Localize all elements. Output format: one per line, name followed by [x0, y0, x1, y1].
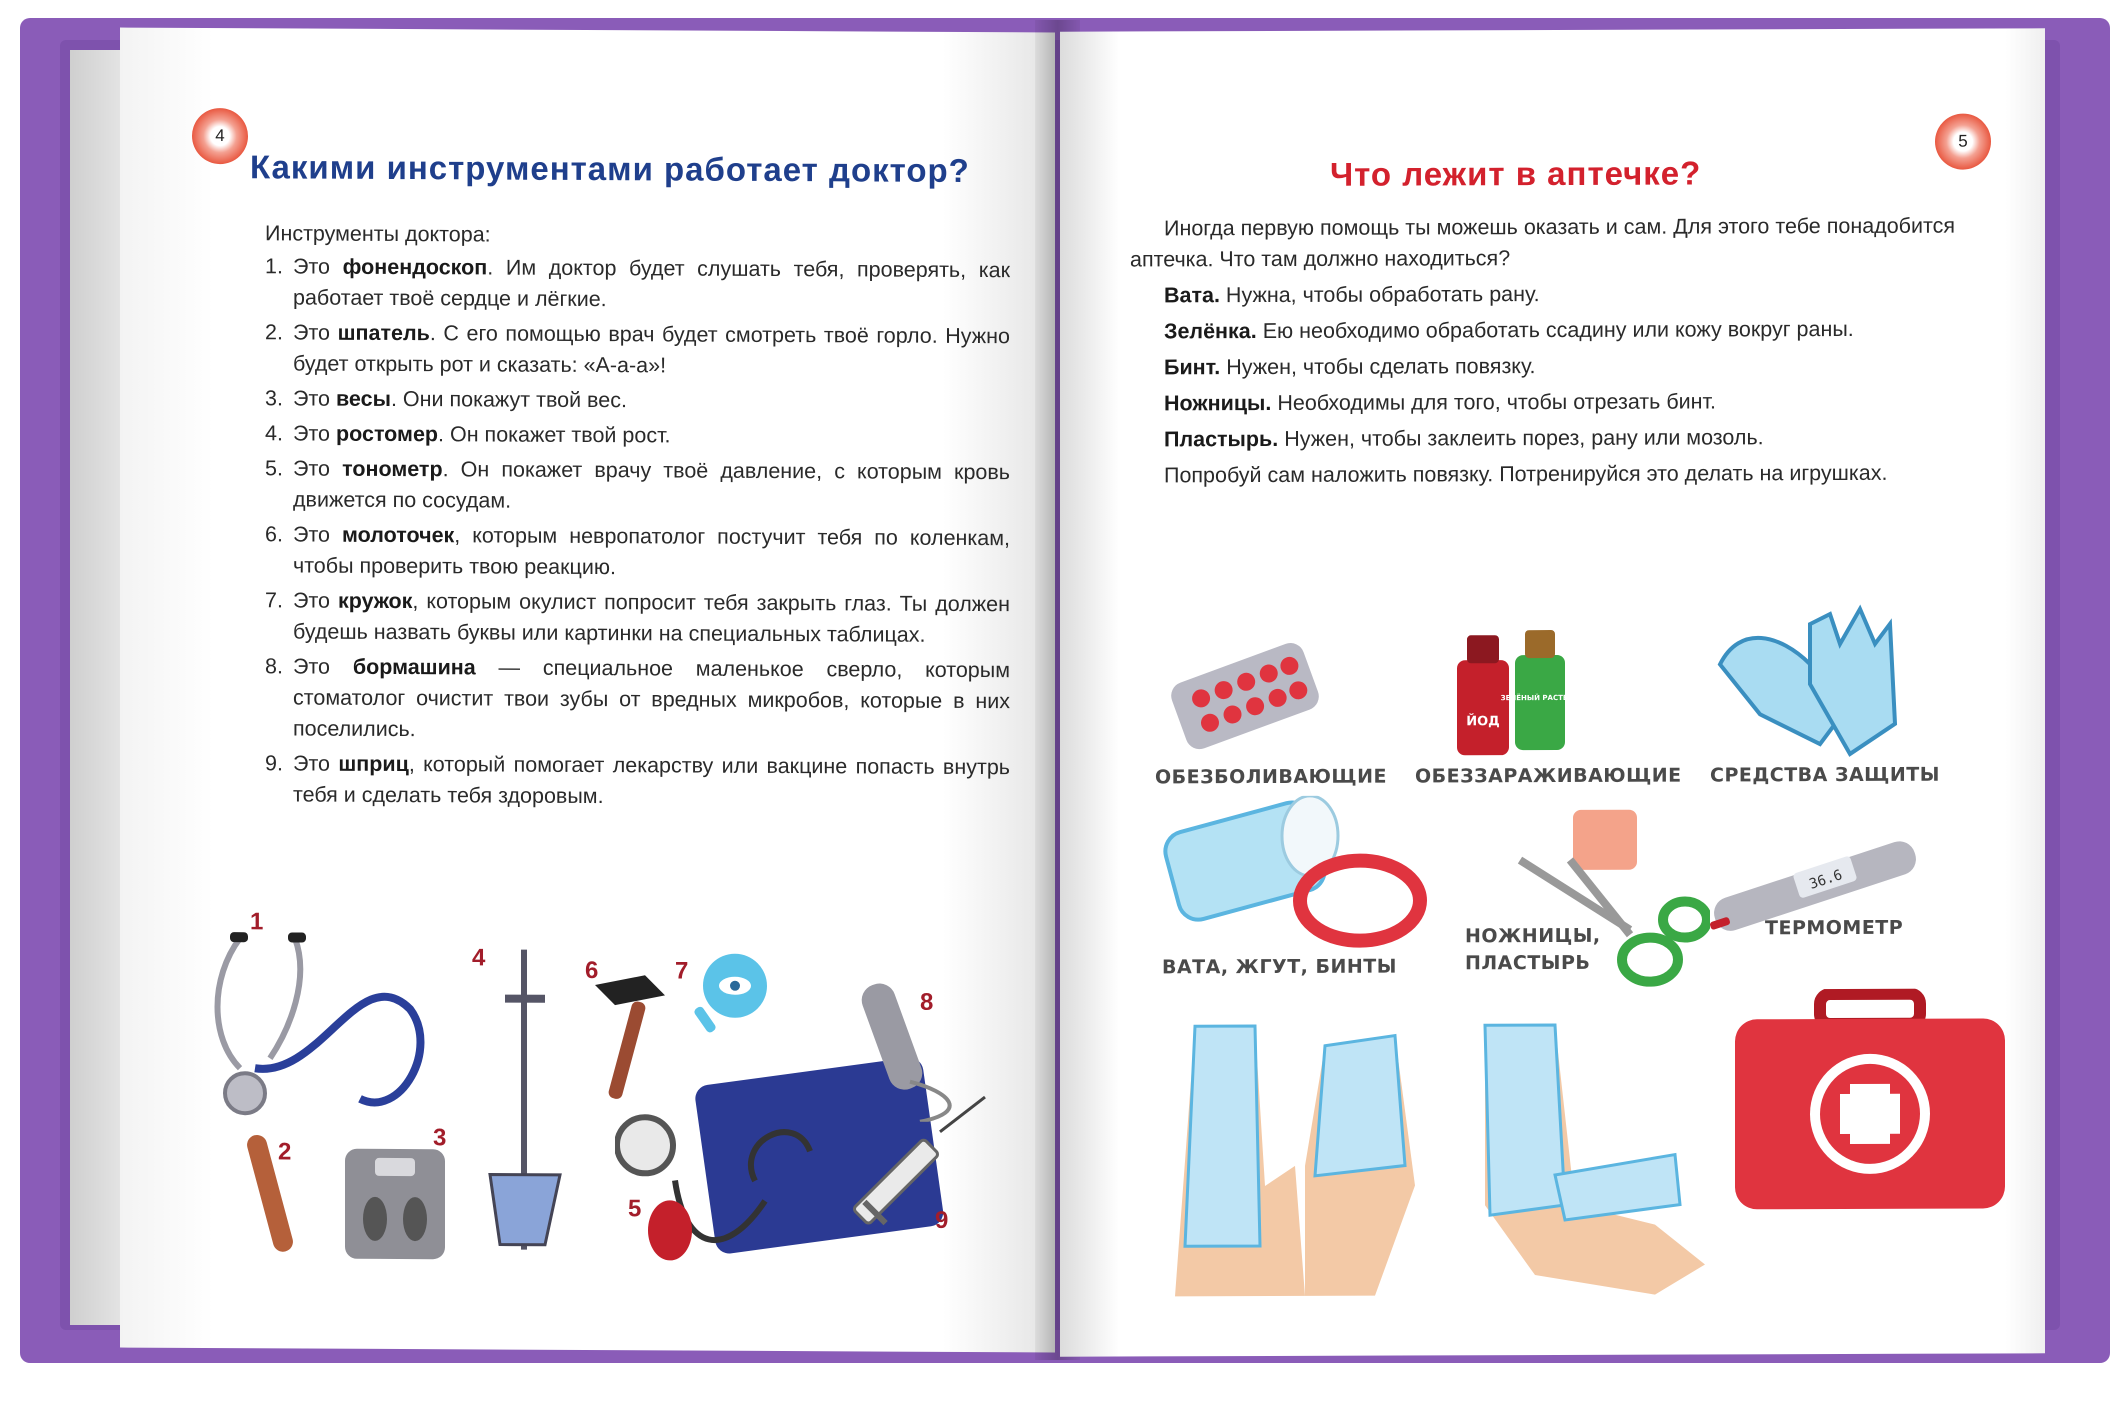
paragraph — [1130, 314, 1955, 348]
pills-illustration — [1165, 641, 1325, 752]
paragraph — [1130, 278, 1955, 312]
height-meter-illustration — [485, 944, 565, 1264]
caption-thermometer: ТЕРМОМЕТР — [1765, 916, 1904, 940]
list-item — [265, 251, 1010, 317]
page-title: Что лежит в аптечке? — [1330, 154, 1702, 193]
caption-protection: СРЕДСТВА ЗАЩИТЫ — [1710, 763, 1940, 787]
list-item-term: бормашина — [352, 654, 476, 680]
list-item — [265, 585, 1010, 651]
list-item-text — [293, 519, 1010, 585]
page-number-badge — [192, 108, 248, 164]
green-bottle-label: ЗЕЛЁНЫЙ РАСТВОР — [1500, 693, 1580, 703]
list-item-number: 1. — [265, 254, 283, 279]
paragraph — [1130, 386, 1955, 420]
paragraph — [1130, 422, 1955, 456]
list-item-number: 9. — [265, 751, 283, 776]
list-item-description: , который помогает лекарству или вакцине попасть внутрь тебя и сделать тебя здоровым. — [293, 752, 1010, 809]
list-item-number: 3. — [265, 386, 283, 411]
list-item-number: 4. — [265, 421, 283, 446]
list-item-description: , которым невропатолог постучит тебя по коленкам, чтобы проверить твою реакцию. — [293, 523, 1010, 580]
list-item-text — [293, 251, 1010, 317]
paragraph-text: Ею необходимо обработать ссадину или кожу вокруг раны. — [1256, 316, 1854, 344]
list-item-prefix: Это — [293, 654, 353, 679]
list-item-text — [293, 585, 1010, 651]
iodine-label: ЙОД — [1466, 714, 1500, 730]
list-item-description: . Он покажет твой рост. — [438, 422, 671, 448]
paragraph-term: Вата. — [1164, 283, 1220, 308]
list-item-text — [293, 651, 1010, 748]
illustration-label: 7 — [675, 957, 689, 985]
paragraph — [1130, 350, 1955, 384]
page-number: 5 — [1958, 131, 1968, 151]
list-item-text — [293, 418, 671, 451]
list-item-prefix: Это — [293, 421, 336, 446]
illustration-label: 8 — [920, 988, 934, 1016]
list-item-text — [293, 453, 1010, 519]
list-item-text — [293, 748, 1010, 814]
paragraph — [1130, 458, 1955, 492]
paragraph-text: Необходимы для того, чтобы отрезать бинт. — [1271, 389, 1716, 415]
page-number-badge — [1935, 113, 1991, 169]
paragraph-text: Нужен, чтобы заклеить порез, рану или мозоль. — [1278, 425, 1764, 451]
list-item-term: ростомер — [336, 421, 439, 447]
list-intro: Инструменты доктора: — [265, 221, 491, 247]
paragraph-text: Иногда первую помощь ты можешь оказать и сам. Для этого тебе понадобится аптечка. Что там должно находиться? — [1130, 213, 1955, 272]
list-item-prefix: Это — [293, 522, 343, 547]
paragraph — [1130, 211, 1955, 276]
caption-scissors: НОЖНИЦЫ, — [1465, 924, 1601, 948]
paragraph-text: Нужна, чтобы обработать рану. — [1219, 282, 1540, 308]
list-item-prefix: Это — [293, 320, 338, 345]
list-item-description: . Им доктор будет слушать тебя, проверять, как работает твоё сердце и лёгкие. — [293, 255, 1010, 312]
list-item-prefix: Это — [293, 456, 343, 481]
list-item-description: . С его помощью врач будет смотреть твоё горло. Нужно будет открыть рот и сказать: «А-а-а»! — [293, 321, 1011, 378]
paragraph-term: Ножницы. — [1164, 390, 1272, 416]
list-item-number: 8. — [265, 654, 283, 679]
list-item-term: кружок — [337, 588, 413, 614]
list-item-description: . Он покажет врачу твоё давление, с которым кровь движется по сосудам. — [293, 457, 1010, 513]
list-item-term: фонендоскоп — [342, 254, 488, 280]
list-item-term: шприц — [338, 751, 409, 777]
list-item-prefix: Это — [293, 386, 336, 411]
list-item-number: 6. — [265, 522, 283, 547]
list-item — [265, 748, 1010, 814]
list-item — [265, 418, 1010, 453]
list-item-description: . Они покажут твой вес. — [390, 386, 627, 413]
list-item-text — [293, 317, 1010, 383]
paragraph-term: Пластырь. — [1164, 426, 1279, 452]
thermometer-reading: 36.6 — [1807, 867, 1845, 893]
left-page — [120, 28, 1055, 1353]
illustration-label: 6 — [585, 956, 599, 985]
list-item-number: 2. — [265, 320, 283, 345]
instrument-list — [265, 218, 1010, 818]
paragraph-text: Попробуй сам наложить повязку. Потренируйся это делать на игрушках. — [1164, 460, 1888, 488]
illustration-label: 3 — [433, 1124, 447, 1152]
caption-cotton: ВАТА, ЖГУТ, БИНТЫ — [1162, 955, 1397, 979]
scales-illustration — [340, 1144, 450, 1265]
bandaged-hands-illustration — [1155, 1004, 1715, 1306]
list-item — [265, 453, 1010, 519]
list-item-term: весы — [336, 386, 391, 411]
list-item — [265, 519, 1010, 585]
list-item-prefix: Это — [293, 751, 339, 776]
page-number: 4 — [215, 126, 225, 146]
iodine-bottle-illustration — [1445, 630, 1585, 760]
caption-painkillers: ОБЕЗБОЛИВАЮЩИЕ — [1155, 765, 1387, 789]
first-aid-text — [1130, 211, 1955, 497]
paragraph-text: Нужен, чтобы сделать повязку. — [1220, 354, 1536, 380]
list-item-description: — специальное маленькое сверло, которым стоматолог очистит твои зубы от вредных микробов, которые в них поселились. — [293, 655, 1011, 742]
right-page — [1060, 28, 2045, 1356]
illustration-label: 2 — [278, 1138, 292, 1166]
page-title: Какими инструментами работает доктор? — [250, 148, 970, 190]
gloves-illustration — [1700, 604, 1910, 765]
list-item — [265, 383, 1010, 418]
caption-plaster: ПЛАСТЫРЬ — [1465, 951, 1591, 975]
list-item-prefix: Это — [293, 588, 338, 613]
list-item-term: тонометр — [342, 456, 443, 482]
list-item-text — [293, 383, 627, 416]
syringe-illustration — [840, 1091, 990, 1252]
list-item-number: 7. — [265, 588, 283, 613]
paragraph-term: Бинт. — [1164, 355, 1221, 380]
list-item-term: молоточек — [342, 522, 455, 548]
list-item-description: , которым окулист попросит тебя закрыть глаз. Ты должен будешь назвать буквы или картинки на специальных таблицах. — [293, 589, 1010, 647]
eye-occluder-illustration — [690, 946, 770, 1036]
list-item-term: шпатель — [337, 320, 430, 346]
list-item-number: 5. — [265, 456, 283, 481]
illustration-label: 1 — [250, 908, 264, 936]
list-item — [265, 651, 1010, 748]
list-item — [265, 317, 1010, 383]
cotton-illustration — [1160, 795, 1440, 956]
list-item-prefix: Это — [293, 254, 343, 279]
illustration-label: 9 — [935, 1206, 949, 1234]
stethoscope-illustration — [200, 918, 430, 1139]
caption-disinfectants: ОБЕЗЗАРАЖИВАЮЩИЕ — [1415, 764, 1682, 788]
first-aid-kit-illustration — [1725, 988, 2015, 1219]
illustration-label: 5 — [628, 1195, 642, 1223]
illustration-label: 4 — [472, 944, 486, 972]
paragraph-term: Зелёнка. — [1164, 319, 1257, 344]
